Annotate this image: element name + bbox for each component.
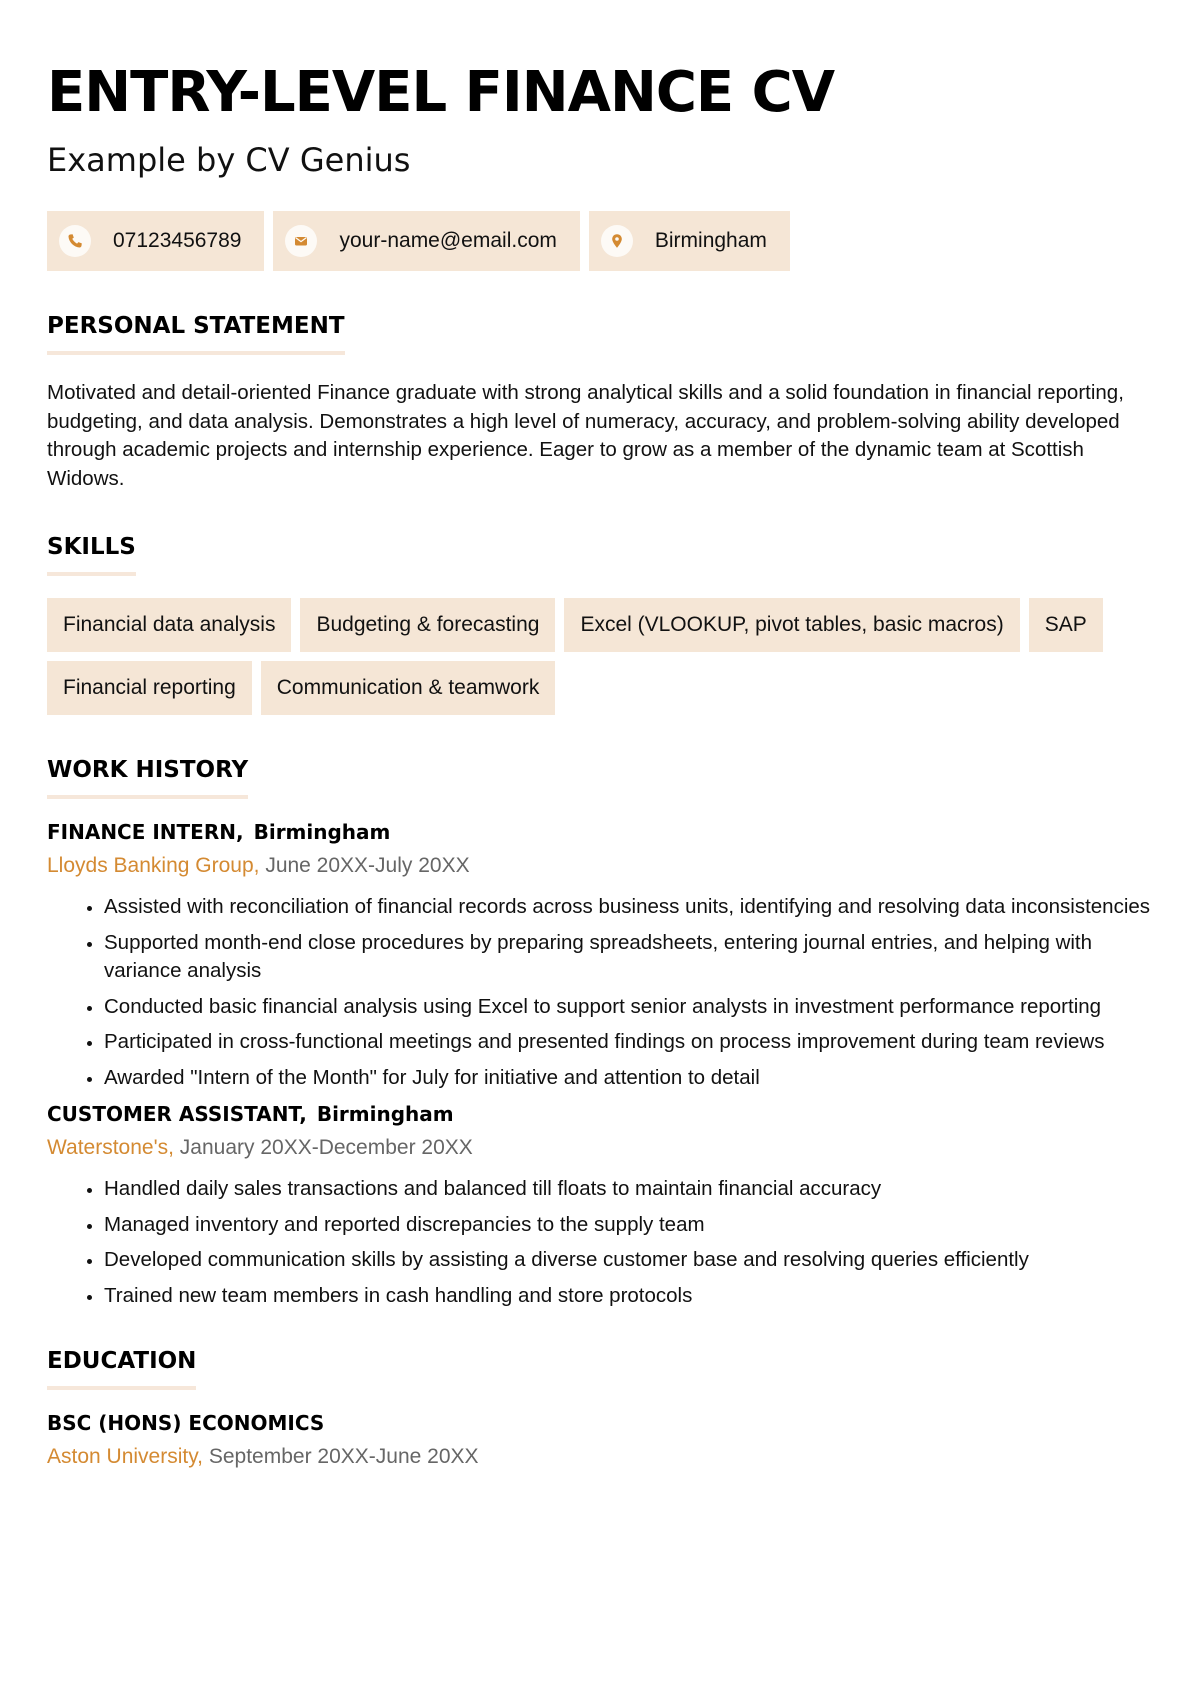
email-icon	[285, 225, 317, 257]
skills-list	[47, 598, 1147, 715]
job-dates: January 20XX-December 20XX	[179, 1136, 473, 1159]
job-bullet: • Awarded "Intern of the Month" for July for initiative and attention to detail	[104, 1064, 1153, 1093]
job-bullet: • Managed inventory and reported discrepancies to the supply team	[104, 1211, 1153, 1240]
contact-location[interactable]	[589, 211, 790, 271]
personal-statement-text: Motivated and detail-oriented Finance graduate with strong analytical skills and a solid foundation in financial reporting, budgeting, and data analysis. Demonstrates a high level of numeracy, accuracy, and problem-solving ability developed through academic projects and internship experience. Eager to grow as a member of the dynamic team at Scottish Widows.	[47, 381, 1124, 490]
job-company: Lloyds Banking Group,	[47, 854, 260, 877]
section-title-skills: SKILLS	[47, 530, 136, 576]
cv-title: ENTRY-LEVEL FINANCE CV	[47, 60, 835, 125]
section-title-personal-statement: PERSONAL STATEMENT	[47, 309, 345, 355]
job-entry	[47, 817, 1153, 1092]
job-role: CUSTOMER ASSISTANT,	[47, 1102, 307, 1126]
job-bullet: • Trained new team members in cash handling and store protocols	[104, 1282, 1153, 1311]
job-bullet: • Assisted with reconciliation of financial records across business units, identifying and resolving data inconsistencies	[104, 893, 1153, 922]
contact-email[interactable]	[273, 211, 579, 271]
job-bullet: • Handled daily sales transactions and balanced till floats to maintain financial accuracy	[104, 1175, 1153, 1204]
cv-subtitle: Example by CV Genius	[47, 141, 411, 179]
job-entry	[47, 1099, 1153, 1310]
job-company: Waterstone's,	[47, 1136, 174, 1159]
degree-title: BSC (HONS) ECONOMICS	[47, 1411, 325, 1435]
education-section	[47, 1344, 1153, 1472]
job-role: FINANCE INTERN,	[47, 820, 244, 844]
personal-statement-section	[47, 309, 1153, 493]
job-location: Birmingham	[316, 1102, 454, 1126]
job-bullets	[47, 893, 1153, 1092]
job-bullet: • Developed communication skills by assisting a diverse customer base and resolving queries efficiently	[104, 1246, 1153, 1275]
job-bullet: • Supported month-end close procedures by preparing spreadsheets, entering journal entries, and helping with variance analysis	[104, 929, 1153, 986]
contact-bar	[47, 211, 1153, 271]
education-meta	[47, 1442, 1153, 1472]
job-bullet: • Participated in cross-functional meetings and presented findings on process improvement during team reviews	[104, 1028, 1153, 1057]
contact-location-text: Birmingham	[654, 229, 767, 252]
contact-email-text: your-name@email.com	[339, 229, 557, 252]
skill-chip: Financial data analysis	[47, 598, 291, 652]
job-title	[47, 817, 1153, 847]
skill-chip: Budgeting & forecasting	[300, 598, 555, 652]
education-school: Aston University,	[47, 1445, 203, 1468]
skill-chip: Financial reporting	[47, 661, 252, 715]
job-bullets	[47, 1175, 1153, 1310]
job-location: Birmingham	[253, 820, 391, 844]
section-title-education: EDUCATION	[47, 1344, 196, 1390]
job-bullet: • Conducted basic financial analysis using Excel to support senior analysts in investment performance reporting	[104, 993, 1153, 1022]
education-dates: September 20XX-June 20XX	[208, 1445, 479, 1468]
education-entry	[47, 1408, 1153, 1472]
contact-phone-text: 07123456789	[113, 229, 242, 252]
skill-chip: SAP	[1029, 598, 1103, 652]
phone-icon	[59, 225, 91, 257]
job-dates: June 20XX-July 20XX	[265, 854, 470, 877]
work-history-section	[47, 753, 1153, 1310]
job-title	[47, 1099, 1153, 1129]
job-meta	[47, 1133, 1153, 1163]
skills-section	[47, 530, 1153, 715]
skill-chip: Communication & teamwork	[261, 661, 556, 715]
section-title-work-history: WORK HISTORY	[47, 753, 248, 799]
skill-chip: Excel (VLOOKUP, pivot tables, basic macros)	[564, 598, 1019, 652]
location-icon	[601, 225, 633, 257]
job-meta	[47, 851, 1153, 881]
contact-phone[interactable]	[47, 211, 264, 271]
